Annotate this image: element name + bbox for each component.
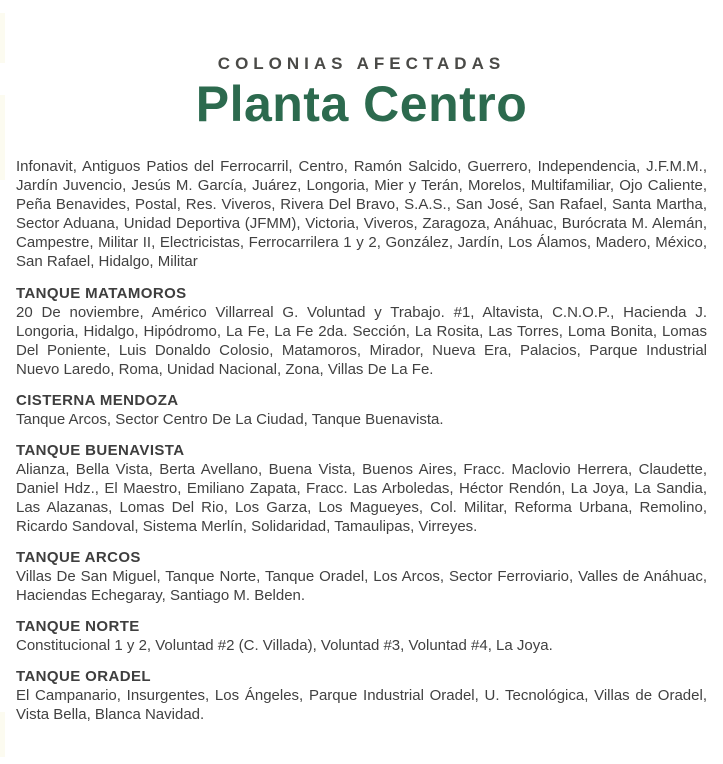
section-tanque-buenavista [16,441,707,536]
section-planta-centro-intro [16,157,707,271]
flyer-header [0,0,723,130]
colonias-paragraph: El Campanario, Insurgentes, Los Ángeles, Parque Industrial Oradel, U. Tecnológica, Villas de Oradel, Vista Bella, Blanca Navidad. [16,687,707,723]
section-tanque-arcos [16,548,707,605]
section-heading: TANQUE ORADEL [16,668,151,685]
colonias-paragraph: 20 De noviembre, Américo Villarreal G. Voluntad y Trabajo. #1, Altavista, C.N.O.P., Hacienda J. Longoria, Hidalgo, Hipódromo, La Fe, La Fe 2da. Sección, La Rosita, Las Torres, Loma Bonita, Lomas Del Poniente, Luis Donaldo Colosio, Matamoros, Mirador, Nueva Era, Palacios, Parque Industrial Nuevo Laredo, Roma, Unidad Nacional, Zona, Villas De La Fe. [16,304,707,378]
section-heading: TANQUE BUENAVISTA [16,442,185,459]
colonias-paragraph: Infonavit, Antiguos Patios del Ferrocarril, Centro, Ramón Salcido, Guerrero, Independencia, J.F.M.M., Jardín Juvencio, Jesús M. García, Juárez, Longoria, Mier y Terán, Morelos, Multifamiliar, Ojo Caliente, Peña Benavides, Postal, Res. Viveros, Rivera Del Bravo, S.A.S., San José, San Rafael, Santa Martha, Sector Aduana, Unidad Deportiva (JFMM), Victoria, Viveros, Zaragoza, Anáhuac, Burócrata M. Alemán, Campestre, Militar II, Electricistas, Ferrocarrilera 1 y 2, González, Jardín, Los Álamos, Madero, México, San Rafael, Hidalgo, Militar [16,158,707,270]
section-heading: TANQUE ARCOS [16,549,141,566]
section-heading: TANQUE MATAMOROS [16,285,187,302]
section-tanque-oradel [16,667,707,724]
left-edge-artifact [0,95,5,180]
left-edge-artifact [0,13,5,63]
section-tanque-matamoros [16,284,707,379]
affected-colonias-list [0,157,723,724]
colonias-paragraph: Tanque Arcos, Sector Centro De La Ciudad, Tanque Buenavista. [16,411,444,428]
colonias-paragraph: Alianza, Bella Vista, Berta Avellano, Buena Vista, Buenos Aires, Fracc. Maclovio Herrera, Claudette, Daniel Hdz., El Maestro, Emiliano Zapata, Fracc. Las Arboledas, Héctor Rendón, La Joya, La Sandia, Las Alazanas, Lomas Del Rio, Los Garza, Los Magueyes, Col. Militar, Reforma Urbana, Remolino, Ricardo Sandoval, Sistema Merlín, Solidaridad, Tamaulipas, Virreyes. [16,461,707,535]
section-heading: CISTERNA MENDOZA [16,392,179,409]
colonias-paragraph: Villas De San Miguel, Tanque Norte, Tanque Oradel, Los Arcos, Sector Ferroviario, Valles de Anáhuac, Haciendas Echegaray, Santiago M. Belden. [16,568,707,604]
page-title: Planta Centro [195,76,528,132]
section-cisterna-mendoza [16,391,707,429]
section-heading: TANQUE NORTE [16,618,140,635]
section-tanque-norte [16,617,707,655]
kicker-text: COLONIAS AFECTADAS [217,54,506,73]
colonias-paragraph: Constitucional 1 y 2, Voluntad #2 (C. Villada), Voluntad #3, Voluntad #4, La Joya. [16,637,553,654]
left-edge-artifact [0,712,5,757]
